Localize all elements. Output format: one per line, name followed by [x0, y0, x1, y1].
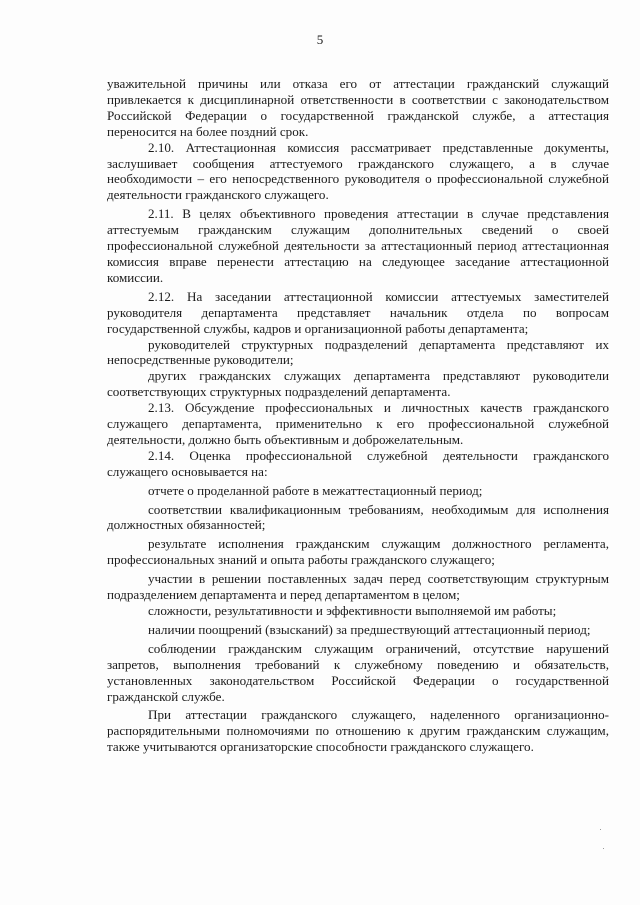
page-number: 5: [316, 32, 324, 47]
paragraph-2-12: 2.12. На заседании аттестационной комиссии аттестуемых заместителей руководителя департамента представляет начальник отдела по вопросам государственной службы, кадров и организационной работы департамента;: [107, 288, 609, 336]
list-item-qualification: соответствии квалификационным требованиям, необходимым для исполнения должностных обязанностей;: [107, 501, 609, 533]
paragraph-2-13: 2.13. Обсуждение профессиональных и личностных качеств гражданского служащего департамента, применительно к его профессиональной служебной деятельности, должно быть объективным и доброжелательным.: [107, 400, 609, 447]
list-item-participation: участии в решении поставленных задач перед соответствующим структурным подразделением департамента и перед департаментом в целом;: [107, 571, 609, 603]
paragraph-2-10: 2.10. Аттестационная комиссия рассматривает представленные документы, заслушивает сообщения аттестуемого гражданского служащего, а в случае необходимости – его непосредственного руководителя о профессиональной служебной деятельности гражданского служащего.: [107, 139, 609, 203]
list-item-complexity: сложности, результативности и эффективности выполняемой им работы;: [148, 603, 557, 618]
paragraph-2-14: 2.14. Оценка профессиональной служебной деятельности гражданского служащего основывается на:: [107, 447, 609, 479]
scan-speck: [603, 848, 604, 849]
list-item-rewards: наличии поощрений (взысканий) за предшествующий аттестационный период;: [148, 621, 591, 637]
paragraph-2-12-heads: руководителей структурных подразделений департамента представляют их непосредственные руководители;: [107, 336, 609, 368]
paragraph-2-11: 2.11. В целях объективного проведения аттестации в случае представления аттестуемым гражданским служащим дополнительных сведений о своей профессиональной служебной деятельности за аттестационный период аттестационная комиссия вправе перенести аттестацию на следующее заседание аттестационной комиссии.: [107, 206, 609, 285]
list-item-restrictions: соблюдении гражданским служащим ограничений, отсутствие нарушений запретов, выполнения требований к служебному поведению и обязательств, установленных законодательством Российской Федерации о государственной гражданской службе.: [107, 640, 609, 704]
document-body: [107, 76, 609, 755]
paragraph-2-12-others: других гражданских служащих департамента представляют руководители соответствующих структурных подразделений департамента.: [107, 368, 609, 400]
paragraph-managers: При аттестации гражданского служащего, наделенного организационно-распорядительными полномочиями по отношению к другим гражданским служащим, также учитываются организаторские способности гражданского служащего.: [107, 707, 609, 755]
scan-speck: [600, 829, 601, 830]
list-item-report: отчете о проделанной работе в межаттестационный период;: [148, 482, 483, 498]
list-item-regulation: результате исполнения гражданским служащим должностного регламента, профессиональных знаний и опыта работы гражданского служащего;: [107, 536, 609, 568]
paragraph-continuation: уважительной причины или отказа его от аттестации гражданский служащий привлекается к дисциплинарной ответственности в соответствии с законодательством Российской Федерации о государственной гражданской службе, а аттестация переносится на более поздний срок.: [107, 76, 609, 139]
